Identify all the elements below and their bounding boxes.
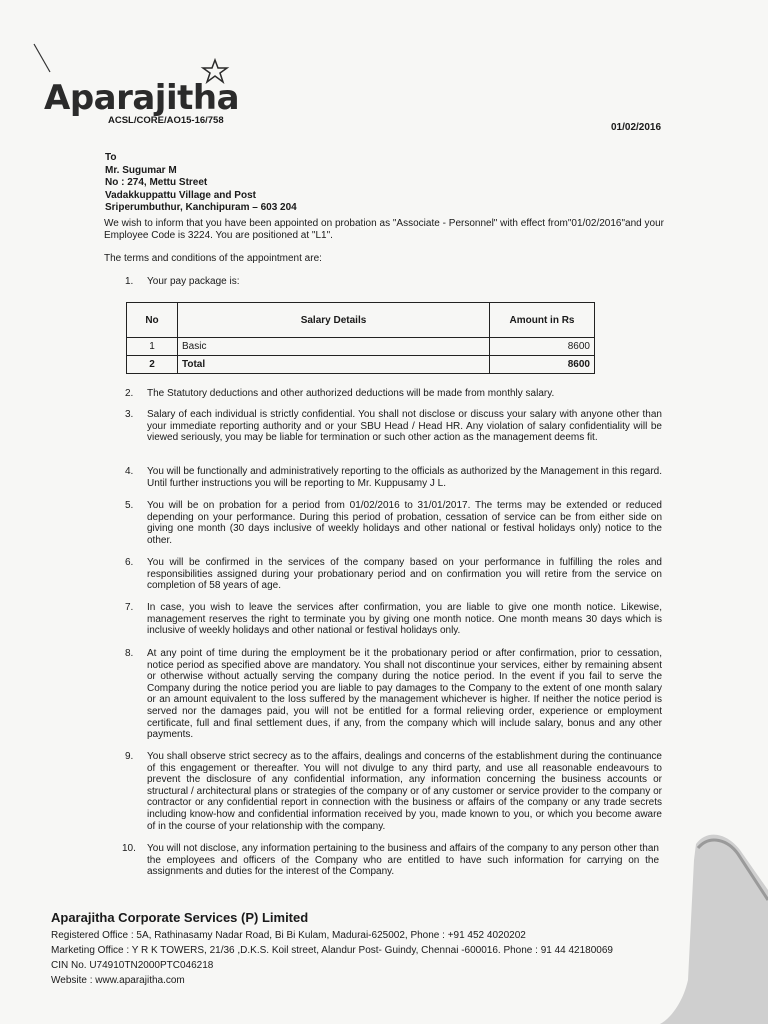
to-label: To [105,152,117,163]
item-text: At any point of time during the employment be it the probationary period or after confirmation, prior to cessation, notice period as specified above are mandatory. You shall not discontinue your services, either by remaining absent or otherwise without actually serving the company during the notice period. In the event if you fail to serve the Company during the notice period you are liable to pay damages to the Company to the extent of one month salary or an amount equivalent to the loss suffered by the management whichever is higher. If neither the notice period is served nor the damages paid, you will not be entitled for a formal relieving order, experience or employment certificate, full and final settlement dues, if any, from the company which will include salary, bonus and any other payments. [147,648,662,741]
item-number: 10. [122,843,136,854]
item-number: 2. [125,388,134,399]
item-number: 5. [125,500,134,511]
item-number: 7. [125,602,134,613]
column-header: Salary Details [178,303,490,338]
table-header-row [127,303,595,338]
pen-mark [28,40,58,80]
column-header: Amount in Rs [490,303,595,338]
item-text: You shall observe strict secrecy as to the affairs, dealings and concerns of the establishment during the continuance of this engagement or thereafter. You will not divulge to any third party, and use all reasonable endeavours to prevent the disclosure of any confidential information, any information concerning the business accounts or structural / architectural plans or strategies of the company or of any customer or service provider to the company or contractor or any confidential report in connection with the business or affairs of the company or any trade secrets including know-how and confidential information received by you, made known to you, or which you become aware of in the course of your relationship with the company. [147,751,662,832]
table-row [127,356,595,374]
star-logo-icon [200,58,230,84]
terms-heading: The terms and conditions of the appointment are: [104,253,322,264]
salary-table [126,302,595,374]
column-header: No [127,303,178,338]
table-cell: Basic [178,338,490,356]
table-cell: 2 [127,356,178,374]
item-number: 8. [125,648,134,659]
decorative-corner-shape [638,830,768,1024]
item-text: You will not disclose, any information pertaining to the business and affairs of the company to any person other than the employees and officers of the Company who are entitled to have such information for carrying on the assignments and duties for the interest of the Company. [147,843,659,878]
recipient-name: Mr. Sugumar M [105,164,177,176]
item-number: 1. [125,276,134,287]
table-cell: Total [178,356,490,374]
address-line: Vadakkuppattu Village and Post [105,189,256,201]
footer-registered-office: Registered Office : 5A, Rathinasamy Nadar Road, Bi Bi Kulam, Madurai-625002, Phone : +91 452 4020202 [51,930,526,941]
intro-paragraph: We wish to inform that you have been appointed on probation as "Associate - Personnel" with effect from"01/02/2016"and your Employee Code is 3224. You are positioned at "L1". [104,218,664,241]
company-logo: Aparajitha [44,78,240,118]
item-text: You will be on probation for a period from 01/02/2016 to 31/01/2017. The terms may be extended or reduced depending on your performance. During this period of probation, cessation of service can be from either side on giving one month (30 days inclusive of weekly holidays and other national or festival holidays only) notice to the other. [147,500,662,546]
letter-date: 01/02/2016 [611,122,662,133]
footer-cin: CIN No. U74910TN2000PTC046218 [51,960,214,971]
item-text: Salary of each individual is strictly confidential. You shall not disclose or discuss your salary with anyone other than your immediate reporting authority and or your SBU Head / Head HR. Any violation of salary confidentiality will be viewed seriously, you may be liable for termination or such other action as the management deems fit. [147,409,662,444]
item-text: The Statutory deductions and other authorized deductions will be made from monthly salary. [147,388,555,399]
item-number: 4. [125,466,134,477]
address-line: No : 274, Mettu Street [105,177,208,188]
footer-company-name: Aparajitha Corporate Services (P) Limited [51,910,309,925]
item-number: 3. [125,409,134,420]
item-text: In case, you wish to leave the services after confirmation, you are liable to give one month notice. Likewise, management reserves the right to terminate you by giving one month notice. One month means 30 days which is inclusive of weekly holidays and other national or festival holidays only. [147,602,662,637]
footer-marketing-office: Marketing Office : Y R K TOWERS, 21/36 ,D.K.S. Koil street, Alandur Post- Guindy, Chennai -600016. Phone : 91 44 42180069 [51,945,613,956]
table-row [127,338,595,356]
recipient-address [105,152,297,215]
footer-website: Website : www.aparajitha.com [51,975,185,986]
reference-number: ACSL/CORE/AO15-16/758 [108,115,224,126]
item-text: You will be confirmed in the services of the company based on your performance in fulfilling the roles and responsibilities assigned during your probationary period and on confirmation you will retire from the service on completion of 58 years of age. [147,557,662,592]
table-cell: 8600 [490,338,595,356]
item-text: Your pay package is: [147,276,240,287]
item-number: 6. [125,557,134,568]
table-cell: 1 [127,338,178,356]
item-number: 9. [125,751,134,762]
address-line: Sriperumbuthur, Kanchipuram – 603 204 [105,202,297,213]
item-text: You will be functionally and administratively reporting to the officials as authorized by the Management in this regard. Until further instructions you will be reporting to Mr. Kuppusamy J L. [147,466,662,489]
table-cell: 8600 [490,356,595,374]
